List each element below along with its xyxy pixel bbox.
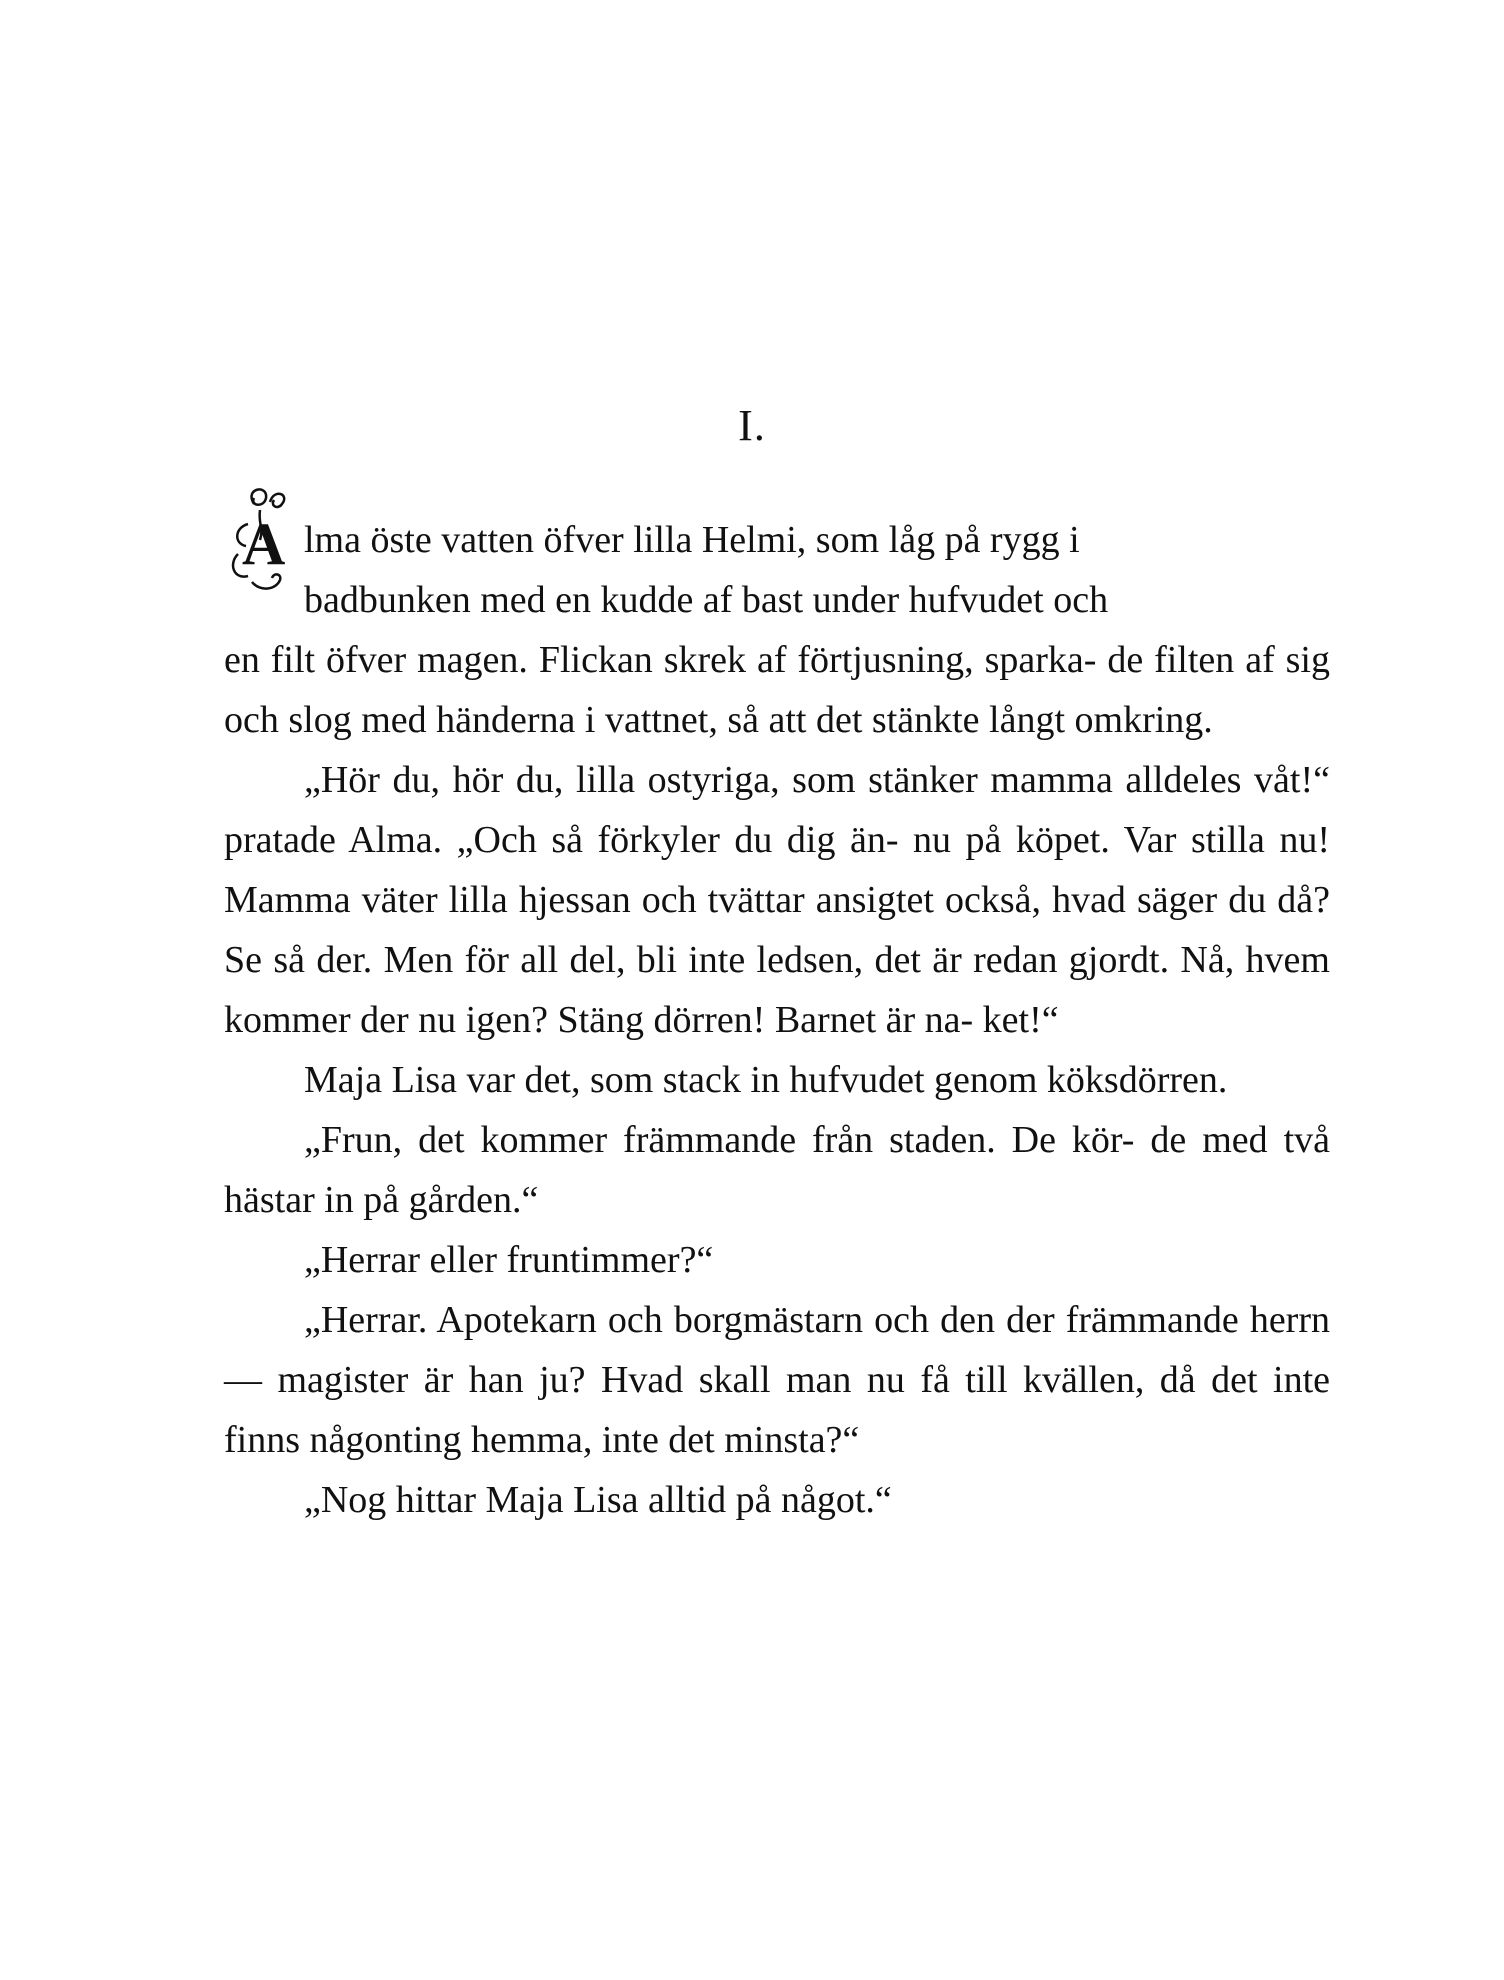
paragraph-4: „Frun, det kommer främmande från staden. De kör- de med två hästar in på gården.“: [224, 1119, 1330, 1221]
paragraph-2: „Hör du, hör du, lilla ostyriga, som stänker mamma alldeles våt!“ pratade Alma. „Och så förkyler du dig än- nu på köpet. Var stilla nu! Mamma väter lilla hjessan och tvättar ansigtet också, hvad säger du då? Se så der. Men för all del, bli inte ledsen, det är redan gjordt. Nå, hvem kommer der nu igen? Stäng dörren! Barnet är na- ket!“: [224, 759, 1330, 1041]
chapter-heading: I.: [738, 401, 766, 450]
paragraph-1: [224, 510, 1330, 750]
body-text: [224, 510, 1330, 1530]
initial-letter: A: [242, 511, 286, 577]
paragraph-7: „Nog hittar Maja Lisa alltid på något.“: [304, 1479, 892, 1521]
paragraph-3: Maja Lisa var det, som stack in hufvudet genom köksdörren.: [304, 1059, 1228, 1101]
paragraph-5: „Herrar eller fruntimmer?“: [304, 1239, 714, 1281]
paragraph-1-first-line: lma öste vatten öfver lilla Helmi, som låg på rygg i: [304, 519, 1080, 561]
paragraph-1-second-line: badbunken med en kudde af bast under hufvudet och: [304, 579, 1109, 621]
paragraph-1-rest: en filt öfver magen. Flickan skrek af förtjusning, sparka- de filten af sig och slog med händerna i vattnet, så att det stänkte långt omkring.: [224, 639, 1330, 741]
paragraph-6: „Herrar. Apotekarn och borgmästarn och den der främmande herrn — magister är han ju? Hvad skall man nu få till kvällen, då det inte finns någonting hemma, inte det minsta?“: [224, 1299, 1330, 1461]
ornamental-initial: [224, 484, 304, 592]
